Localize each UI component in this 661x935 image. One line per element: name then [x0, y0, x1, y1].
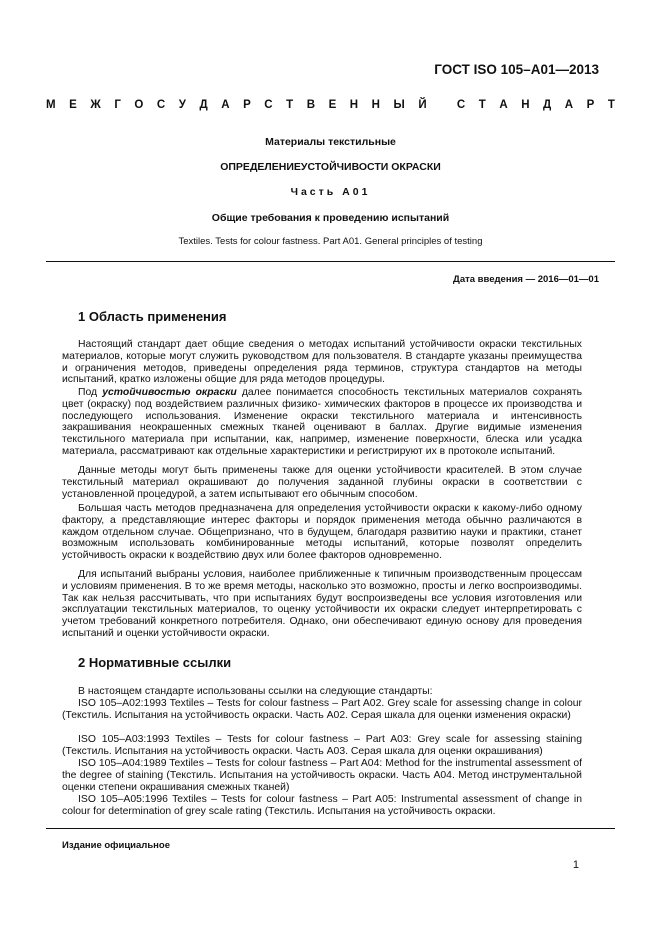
paragraph-definition — [62, 387, 582, 458]
official-edition-label: Издание официальное — [62, 840, 170, 851]
title-letter: С — [456, 99, 466, 111]
materials-title: Материалы текстильные — [265, 136, 396, 148]
document-code: ГОСТ ISO 105–A01—2013 — [434, 62, 599, 77]
title-letter: Т — [286, 99, 294, 111]
title-letter: А — [564, 99, 574, 111]
paragraph: Для испытаний выбраны условия, наиболее приближенные к типичным производственным процессам и условиям применения. В то же время методы, насколько это возможно, просты и легко воспроизводимы. Так как нельзя рассчитывать, что при испытаниях будут воспроизведены все условия изготовления или эксплуатации текстильных материалов, то оценку устойчивости их окраски следует интерпретировать с учетом требований конкретного потребителя. Однако, они обеспечивают единую основу для проведения испытаний и оценки устойчивости окраски. — [62, 569, 582, 639]
english-title: Textiles. Tests for colour fastness. Part A01. General principles of testing — [178, 236, 483, 247]
title-letter: Ж — [90, 99, 101, 111]
interstate-standard-title — [46, 99, 615, 111]
reference-item: ISO 105–A05:1996 Textiles – Tests for colour fastness – Part A05: Instrumental assessment of change in colour for determination of grey scale rating (Текстиль. Испытания на устойчивость окраски. — [62, 794, 582, 817]
section-heading-scope: 1 Область применения — [78, 309, 227, 324]
reference-item: ISO 105–A04:1989 Textiles – Tests for colour fastness – Part A04: Method for the instrumental assessment of the degree of staining (Текстиль. Испытания на устойчивость окраски. Часть А04. Метод инструментальной оценки степени окрашивания смежных тканей) — [62, 758, 582, 793]
paragraph-prefix: Под — [78, 387, 103, 398]
title-letter: В — [306, 99, 316, 111]
title-letter: О — [134, 99, 144, 111]
title-letter: Р — [586, 99, 595, 111]
title-letter: Н — [371, 99, 380, 111]
paragraph: Большая часть методов предназначена для определения устойчивости окраски к какому-либо одному фактору, а представляющие интерес факторы и порядок применения метода обычно различаются в каждом отдельном случае. Общепризнано, что в будущем, благодаря развитию науки и практики, станет возможным использовать комбинированные методы испытаний, которые позволят определить устойчивость окраски к воздействию двух или более факторов одновременно. — [62, 503, 582, 562]
title-letter: Е — [69, 99, 77, 111]
title-letter: С — [156, 99, 166, 111]
paragraph: Настоящий стандарт дает общие сведения о методах испытаний устойчивости окраски текстильных материалов, которые могут служить руководством для пользователя. В стандарте указаны преимущества и ограничения методов, приведены определения ряда терминов, структура стандартов на методы испытаний, кратко изложены общие для ряда методов процедуры. — [62, 339, 582, 386]
reference-item: ISO 105–A03:1993 Textiles – Tests for colour fastness – Part A03: Grey scale for assessing staining (Текстиль. Испытания на устойчивость окраски. Часть А03. Серая шкала для оценки окрашивания) — [62, 734, 582, 757]
reference-item: ISO 105–A02:1993 Textiles – Tests for colour fastness – Part A02. Grey scale for assessing change in colour (Текстиль. Испытания на устойчивость окраски. Часть А02. Серая шкала для оценки изменения окраски) — [62, 698, 582, 721]
title-letter: Д — [199, 99, 208, 111]
title-letter: М — [46, 99, 56, 111]
page-number: 1 — [572, 859, 579, 871]
title-divider — [46, 261, 615, 262]
main-title: ОПРЕДЕЛЕНИЕУСТОЙЧИВОСТИ ОКРАСКИ — [220, 161, 441, 173]
title-letter: Й — [418, 99, 427, 111]
footer-divider — [46, 828, 615, 829]
defined-term: устойчивостью окраски — [102, 387, 237, 398]
title-letter: Т — [607, 99, 615, 111]
title-letter: Н — [349, 99, 359, 111]
paragraph: Данные методы могут быть применены также для оценки устойчивости красителей. В этом случае текстильный материал окрашивают до получения заданной глубины окраски в соответствии с установленной процедурой, а затем испытывают его обычным способом. — [62, 465, 582, 500]
section-heading-references: 2 Нормативные ссылки — [78, 655, 232, 670]
title-letter: Д — [543, 99, 552, 111]
subtitle: Общие требования к проведению испытаний — [211, 212, 450, 224]
title-gap — [440, 99, 443, 111]
references-intro: В настоящем стандарте использованы ссылки на следующие стандарты: — [78, 686, 433, 697]
introduction-date: Дата введения — 2016—01—01 — [453, 274, 599, 285]
paragraph-text: далее понимается способность текстильных материалов сохранять цвет (окраску) под воздействием различных физико- химических факторов в процессе их производства и последующего использования. Изменение окраски текстильного материала и интенсивность закрашивания неокрашенных смежных тканей оценивают в баллах. Другие видимые изменения текстильного материала при испытании, как, например, изменение поверхности, блеска или усадка материала, рассматривают как отдельные характеристики и регистрируют их в протоколе испытаний. — [62, 387, 582, 457]
title-letter: С — [264, 99, 273, 111]
title-letter: Е — [328, 99, 337, 111]
title-letter: Г — [114, 99, 121, 111]
title-letter: Н — [521, 99, 530, 111]
title-letter: Р — [243, 99, 251, 111]
title-letter: У — [178, 99, 186, 111]
part-title: Часть А01 — [290, 186, 371, 198]
title-letter: Ы — [393, 99, 405, 111]
title-letter: А — [221, 99, 230, 111]
title-letter: Т — [478, 99, 486, 111]
title-letter: А — [499, 99, 508, 111]
